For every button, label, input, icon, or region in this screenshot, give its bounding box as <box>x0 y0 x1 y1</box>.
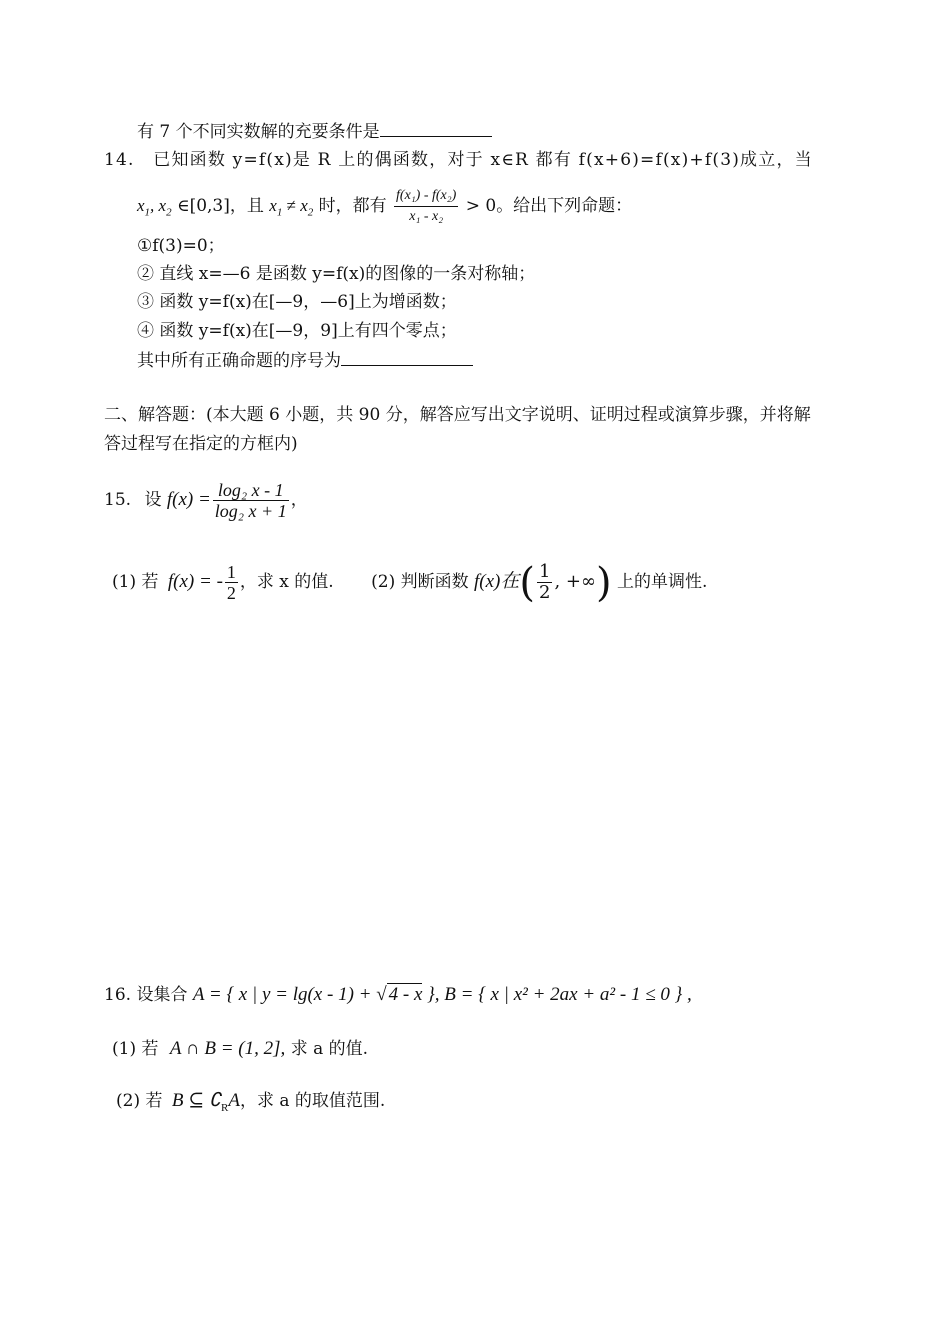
q15-lead: 设 <box>144 490 162 510</box>
q16-setA-close: } <box>422 984 435 1005</box>
q16-part2-expr <box>171 1090 240 1114</box>
q16-line <box>104 980 692 1010</box>
q15-part2-label: (2) 判断函数 <box>371 572 469 592</box>
q16-part2-subset: B ⊆ ∁ <box>171 1090 222 1111</box>
q14-item-3: ③ 函数 y=f(x)在[—9，—6]上为增函数； <box>137 292 457 312</box>
q16-sqrt-arg: 4 - x <box>388 984 423 1005</box>
q13-tail-text: 有 7 个不同实数解的充要条件是 <box>137 122 380 142</box>
q14-fraction <box>394 186 458 227</box>
q16-setB: , B = { x | x² + 2ax + a² - 1 ≤ 0 } , <box>434 984 692 1005</box>
q15-part1-frac-den: 2 <box>226 583 236 603</box>
q15-part1-ask: ，求 x 的值. <box>239 572 334 592</box>
q14-var-x1: x <box>137 196 145 215</box>
q16-part1-ask: 求 a 的值. <box>290 1039 369 1059</box>
q15-fraction <box>213 480 289 521</box>
q15-part2-int-tail: , +∞ <box>554 571 596 592</box>
q15-part2-frac-den: 2 <box>539 582 551 603</box>
q16-part2-sub: R <box>221 1101 229 1114</box>
q14-frac-den: x₁ - x₂ <box>409 209 444 224</box>
q14-item-2: ② 直线 x=—6 是函数 y=f(x)的图像的一条对称轴； <box>137 264 536 284</box>
q15-parts-line <box>112 560 707 604</box>
q14-after: 。给出下列命题： <box>496 196 633 216</box>
q14-condition-when: 时，都有 <box>318 196 387 216</box>
q14-neq-expr: $x_1 \ne x_2$ <box>269 196 314 219</box>
q14-intro: 已知函数 y=f(x)是 R 上的偶函数，对于 x∈R 都有 f(x+6)=f(x)+f(3)成立，当 <box>153 150 813 170</box>
q15-part2-expr: f(x)在 <box>474 571 520 592</box>
q14-frac-num: f(x₁) - f(x₂) <box>394 186 458 207</box>
q14-intro-line <box>104 148 813 172</box>
q15-frac-den: log₂ x + 1 <box>214 501 287 521</box>
q16-part1-line <box>112 1034 368 1064</box>
section2-line1: 二、解答题：(本大题 6 小题，共 90 分，解答应写出文字说明、证明过程或演算步骤，并将解 <box>104 405 811 425</box>
q14-condition-line <box>137 186 632 227</box>
q16-part2-label: (2) 若 <box>116 1091 163 1111</box>
q14-number: 14. <box>104 150 135 170</box>
q16-part2-line <box>116 1086 385 1123</box>
q14-ineq: > 0 <box>465 196 497 216</box>
q14-neq-sign: ≠ <box>286 196 296 215</box>
radical-icon: √ <box>376 984 387 1005</box>
q14-var-x1x2: $x_1$, $x_2$ <box>137 196 172 219</box>
q14-item-1: ①f(3)=0； <box>137 236 225 256</box>
q14-ask: 其中所有正确命题的序号为 <box>137 351 341 371</box>
q15-right-paren-icon: ) <box>595 559 612 606</box>
q15-number: 15. <box>104 490 132 510</box>
q14-condition-in: ∈[0,3]，且 <box>177 196 270 216</box>
q15-part1-expr: f(x) = - <box>167 571 223 592</box>
q16-part1-expr: A ∩ B = (1, 2], <box>169 1038 286 1059</box>
q13-answer-blank[interactable] <box>380 118 492 137</box>
q15-part2-frac <box>537 562 552 603</box>
q16-part2-A: A <box>228 1090 240 1111</box>
q15-part2-frac-num: 1 <box>539 561 551 582</box>
q16-setA: A = { x | y = lg(x - 1) + <box>192 984 377 1005</box>
q15-line <box>104 478 308 522</box>
q14-ask-line <box>137 347 473 373</box>
q15-part1-frac-num: 1 <box>226 562 236 582</box>
q15-part1-frac <box>225 562 238 603</box>
q16-lead: 16. 设集合 <box>104 985 188 1005</box>
q14-var-x2: x <box>158 196 167 215</box>
q14-item-4: ④ 函数 y=f(x)在[—9，9]上有四个零点； <box>137 321 457 341</box>
q15-fx: f(x) = <box>166 489 211 510</box>
q13-tail-line <box>137 118 492 144</box>
q16-sqrt <box>376 983 422 1005</box>
q15-part2-ask: 上的单调性. <box>617 572 708 592</box>
q15-frac-num: log₂ x - 1 <box>213 480 289 501</box>
q14-answer-blank[interactable] <box>341 347 473 366</box>
section2-line2: 答过程写在指定的方框内) <box>104 434 298 454</box>
q16-part2-ask: ，求 a 的取值范围. <box>239 1091 386 1111</box>
q15-part1-label: (1) 若 <box>112 572 159 592</box>
q15-left-paren-icon: ( <box>519 559 535 606</box>
q16-part1-label: (1) 若 <box>112 1039 159 1059</box>
q15-tail: ， <box>290 490 308 510</box>
